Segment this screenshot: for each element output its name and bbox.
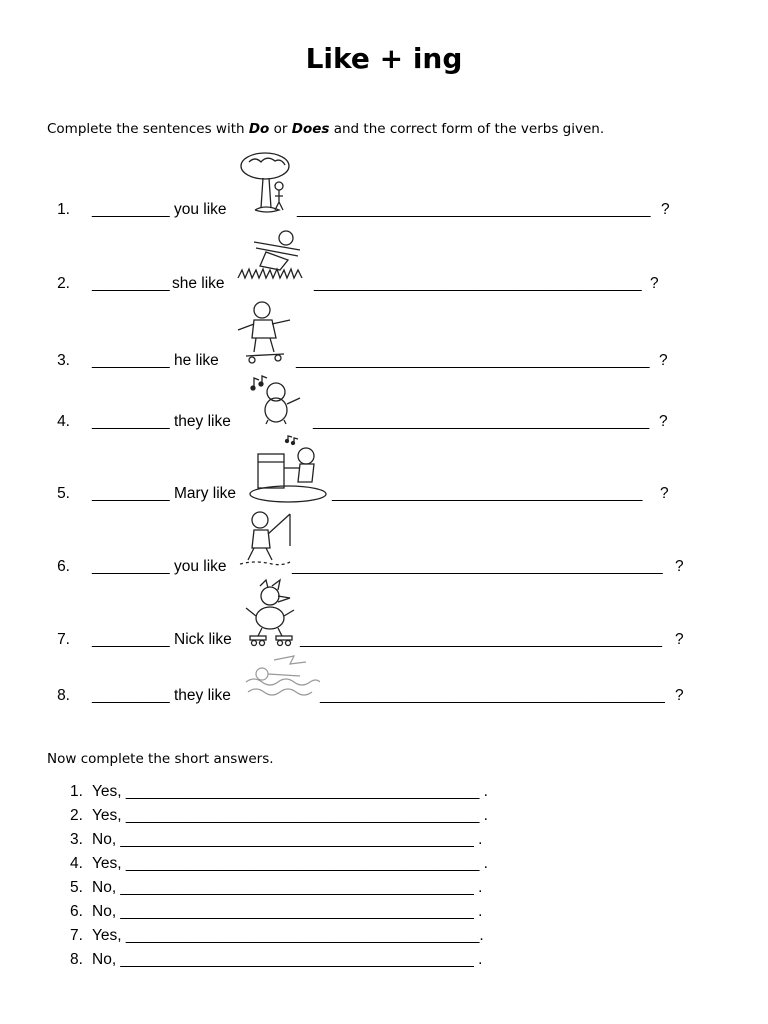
question-blank[interactable]: _________ (92, 687, 170, 704)
question-answer-line[interactable]: ______________________________________ (314, 275, 642, 292)
question-blank[interactable]: _________ (92, 201, 170, 218)
short-answer-number: 1. (70, 783, 83, 800)
question-mark: ? (675, 687, 684, 704)
piano-player-icon (248, 434, 330, 504)
short-answer-number: 5. (70, 879, 83, 896)
short-answer-text[interactable]: Yes, _________________________________________ . (92, 807, 488, 824)
question-answer-line[interactable]: ____________________________________ (332, 485, 643, 502)
question-mark: ? (660, 485, 669, 502)
page-title: Like + ing (305, 42, 463, 75)
question-answer-line[interactable]: ___________________________________________ (292, 558, 663, 575)
short-answer-row (70, 831, 482, 849)
instructions-post: and the correct form of the verbs given. (329, 121, 605, 137)
short-answer-row (70, 879, 482, 897)
instructions (47, 121, 604, 137)
question-mark: ? (659, 413, 668, 430)
short-answer-number: 8. (70, 951, 83, 968)
short-answer-number: 3. (70, 831, 83, 848)
question-blank[interactable]: _________ (92, 631, 170, 648)
short-answer-text[interactable]: No, _________________________________________ . (92, 951, 483, 968)
girl-tree-icon (235, 150, 297, 216)
question-text: Nick like (174, 631, 232, 648)
question-number: 6. (57, 558, 70, 575)
person-lying-grass-icon (236, 226, 312, 286)
question-blank[interactable]: _________ (92, 352, 170, 369)
question-text: he like (174, 352, 219, 369)
question-mark: ? (675, 631, 684, 648)
skateboarder-icon (232, 298, 296, 364)
question-number: 2. (57, 275, 70, 292)
question-blank[interactable]: _________ (92, 485, 170, 502)
question-mark: ? (675, 558, 684, 575)
question-number: 3. (57, 352, 70, 369)
short-answer-number: 4. (70, 855, 83, 872)
question-text: Mary like (174, 485, 237, 502)
short-answer-text[interactable]: No, _________________________________________ . (92, 879, 483, 896)
short-answer-text[interactable]: No, _________________________________________ . (92, 831, 483, 848)
short-answer-row (70, 927, 484, 945)
question-answer-line[interactable]: _______________________________________ (313, 413, 650, 430)
short-answers-heading: Now complete the short answers. (47, 751, 274, 767)
question-mark: ? (659, 352, 668, 369)
fishing-boy-icon (236, 506, 294, 570)
rollerskating-duck-icon (240, 578, 300, 648)
question-blank[interactable]: _________ (92, 413, 170, 430)
question-blank[interactable]: _________ (92, 275, 170, 292)
instructions-or: or (269, 121, 292, 137)
question-text: you like (174, 558, 227, 575)
question-answer-line[interactable]: ________________________________________ (320, 687, 665, 704)
short-answer-row (70, 807, 488, 825)
swimmer-icon (244, 652, 320, 702)
short-answer-text[interactable]: Yes, _________________________________________ . (92, 855, 488, 872)
question-mark: ? (661, 201, 670, 218)
question-answer-line[interactable]: _________________________________________ (296, 352, 650, 369)
short-answer-row (70, 783, 488, 801)
question-text: she like (172, 275, 225, 292)
short-answer-row (70, 903, 482, 921)
short-answer-row (70, 951, 482, 969)
instructions-do: Do (248, 121, 270, 137)
question-number: 1. (57, 201, 70, 218)
instructions-pre: Complete the sentences with (47, 121, 249, 137)
singing-bear-icon (246, 374, 306, 426)
question-number: 7. (57, 631, 70, 648)
short-answer-text[interactable]: Yes, _________________________________________. (92, 927, 484, 944)
question-number: 4. (57, 413, 70, 430)
short-answer-text[interactable]: No, _________________________________________ . (92, 903, 483, 920)
short-answer-number: 7. (70, 927, 83, 944)
question-number: 5. (57, 485, 70, 502)
short-answer-number: 2. (70, 807, 83, 824)
question-text: you like (174, 201, 227, 218)
question-mark: ? (650, 275, 659, 292)
short-answer-number: 6. (70, 903, 83, 920)
short-answer-row (70, 855, 488, 873)
short-answer-text[interactable]: Yes, _________________________________________ . (92, 783, 488, 800)
question-text: they like (174, 413, 231, 430)
question-answer-line[interactable]: __________________________________________ (300, 631, 663, 648)
question-answer-line[interactable]: _________________________________________ (297, 201, 651, 218)
question-number: 8. (57, 687, 70, 704)
question-text: they like (174, 687, 231, 704)
question-blank[interactable]: _________ (92, 558, 170, 575)
instructions-does: Does (291, 121, 330, 137)
